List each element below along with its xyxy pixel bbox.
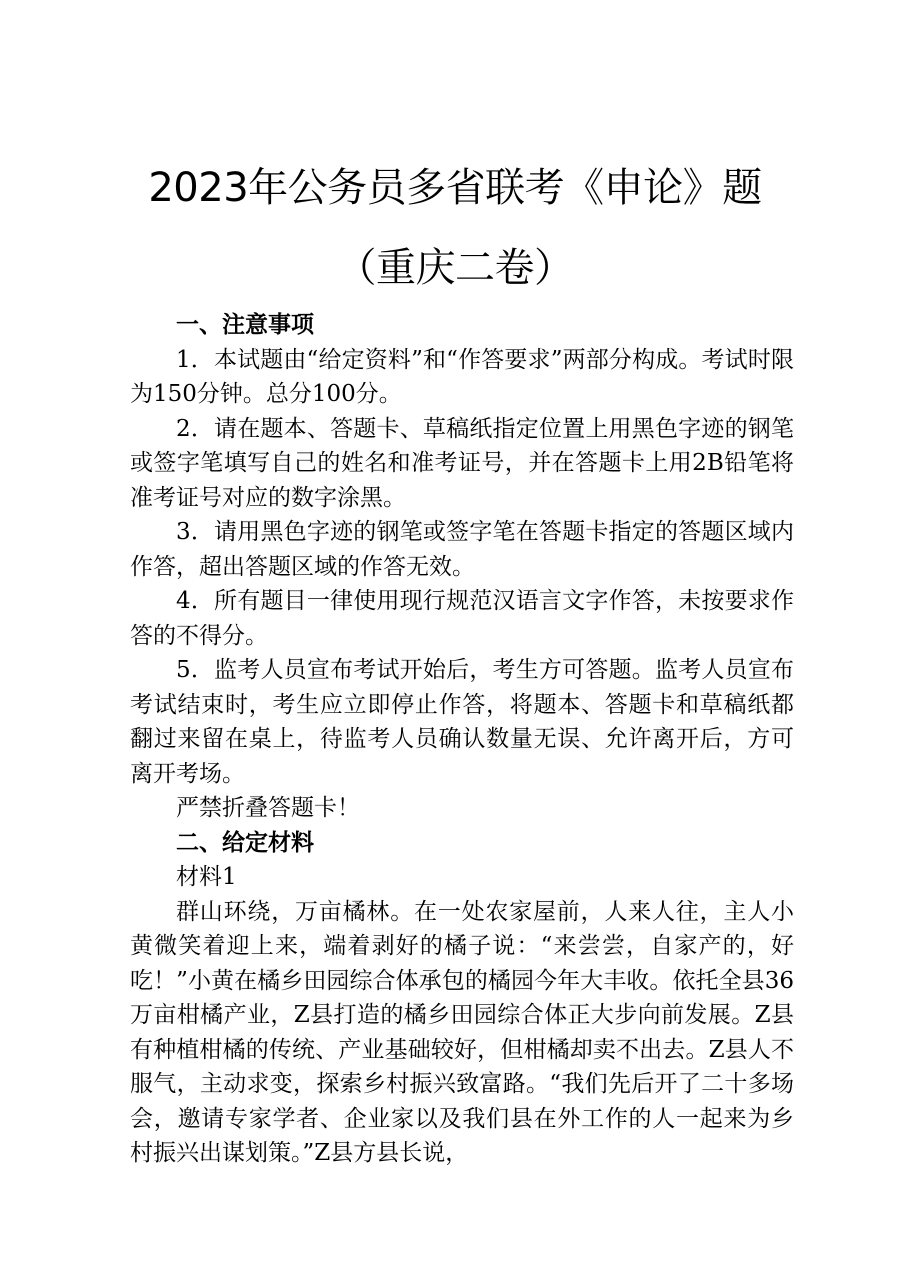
material-label: 材料1 [176,864,237,890]
document-body [130,308,794,1171]
document-title: 2023年公务员多省联考《申论》题（重庆二卷） [148,165,762,291]
section-heading-notes: 一、注意事项 [176,312,314,338]
section-heading-materials: 二、给定材料 [176,829,314,856]
note-item-1: 1．本试题由“给定资料”和“作答要求”两部分构成。考试时限为150分钟。总分100分。 [130,346,794,407]
note-item-4: 4．所有题目一律使用现行规范汉语言文字作答，未按要求作答的不得分。 [130,588,794,649]
warning-text: 严禁折叠答题卡！ [176,795,360,821]
note-item-2: 2．请在题本、答题卡、草稿纸指定位置上用黑色字迹的钢笔或签字笔填写自己的姓名和准考证号，并在答题卡上用2B铅笔将准考证号对应的数字涂黑。 [130,415,794,511]
material-paragraph: 群山环绕，万亩橘林。在一处农家屋前，人来人往，主人小黄微笑着迎上来，端着剥好的橘子说：“来尝尝，自家产的，好吃！”小黄在橘乡田园综合体承包的橘园今年大丰收。依托全县36万亩柑橘产业，Z县打造的橘乡田园综合体正大步向前发展。Z县有种植柑橘的传统、产业基础较好，但柑橘却卖不出去。Z县人不服气，主动求变，探索乡村振兴致富路。“我们先后开了二十多场会，邀请专家学者、企业家以及我们县在外工作的人一起来为乡村振兴出谋划策。”Z县方县长说， [130,898,794,1166]
note-item-5: 5．监考人员宣布考试开始后，考生方可答题。监考人员宣布考试结束时，考生应立即停止作答，将题本、答题卡和草稿纸都翻过来留在桌上，待监考人员确认数量无误、允许离开后，方可离开考场。 [130,657,794,787]
note-item-3: 3．请用黑色字迹的钢笔或签字笔在答题卡指定的答题区域内作答，超出答题区域的作答无效。 [130,519,794,580]
